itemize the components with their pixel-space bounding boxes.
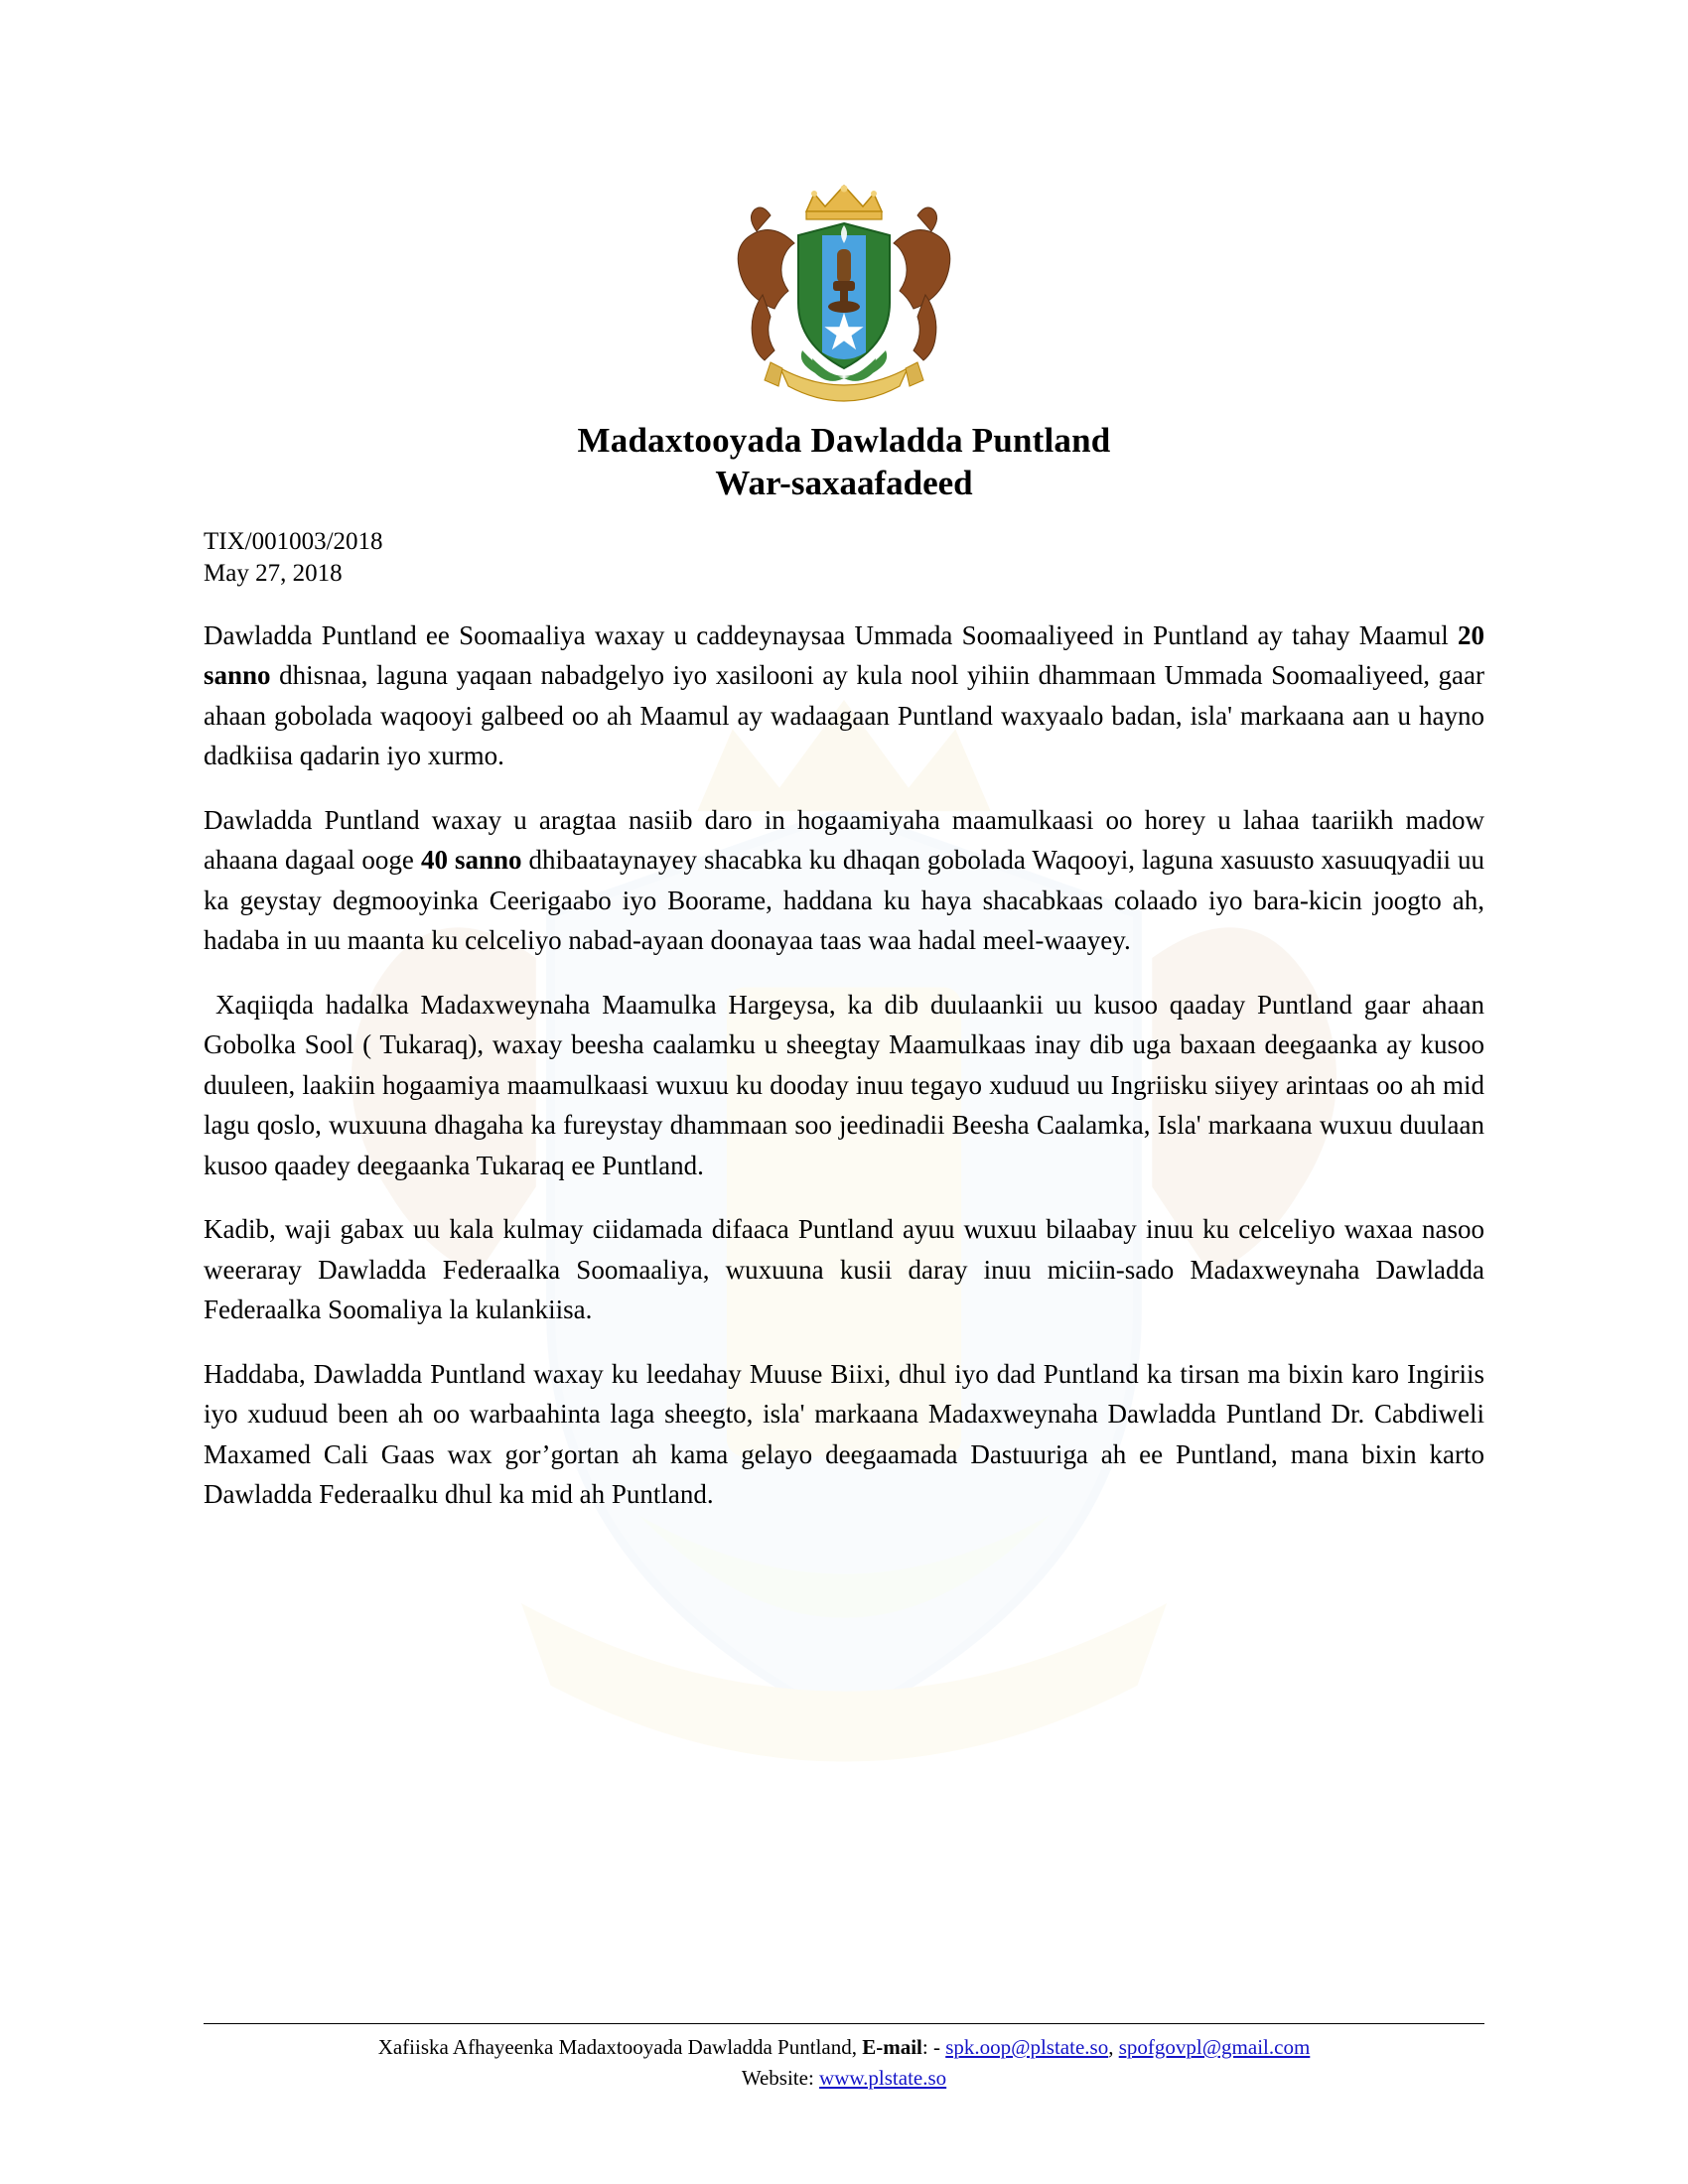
body-text-run: dhibaataynayey shacabka ku dhaqan gobolada Waqooyi, laguna xasuusto xasuuqyadii uu ka geystay degmooyinka Ceerigaabo iyo Boorame, haddana ku haya shacabkaas colaado iyo bara-kicin joogto ah, hadaba in uu maanta ku celceliyo nabad-ayaan doonayaa taas waa hadal meel-waayey. — [204, 845, 1484, 956]
footer-office-label: Xafiiska Afhayeenka Madaxtooyada Dawladda Puntland, — [377, 2035, 863, 2060]
body-text-run: Dawladda Puntland waxay u aragtaa nasiib daro in hogaamiyaha maamulkaasi oo horey u lahaa taariikh madow ahaana dagaal ooge — [204, 804, 1484, 876]
footer-email-link-2[interactable]: spofgovpl@gmail.com — [1118, 2035, 1311, 2060]
reference-block — [204, 526, 1484, 590]
footer-website-link[interactable]: www.plstate.so — [819, 2065, 947, 2090]
footer-website-label: Website: — [741, 2065, 820, 2090]
footer-email-separator: : - — [921, 2035, 946, 2060]
paragraph-p1 — [204, 615, 1484, 776]
footer-website-line — [204, 2063, 1484, 2093]
paragraph-p5 — [204, 1354, 1484, 1515]
footer-contact-line — [204, 2032, 1484, 2062]
body-text-run: Kadib, waji gabax uu kala kulmay ciidamada difaaca Puntland ayuu wuxuu bilaabay inuu ku celceliyo waxaa nasoo weeraray Dawladda Federaalka Soomaaliya, wuxuuna kusii daray inuu miciin-sado Madaxweynaha Dawladda Federaalka Soomaliya la kulankiisa. — [204, 1214, 1484, 1325]
footer-email-comma: , — [1108, 2035, 1119, 2060]
footer-email-label: E-mail — [862, 2035, 922, 2060]
body-text-run: Haddaba, Dawladda Puntland waxay ku leedahay Muuse Biixi, dhul iyo dad Puntland ka tirsan ma bixin karo Ingiriis iyo xuduud been ah oo warbaahinta laga sheegto, isla' markaana Madaxweynaha Dawladda Puntland Dr. Cabdiweli Maxamed Cali Gaas wax gor’gortan ah kama gelayo deegaamada Dastuuriga ah ee Puntland, mana bixin karto Dawladda Federaalku dhul ka mid ah Puntland. — [204, 1358, 1484, 1510]
page-subtitle: War-saxaafadeed — [715, 464, 973, 503]
paragraph-p4 — [204, 1209, 1484, 1330]
page-footer — [204, 2023, 1484, 2093]
body-text-run: Dawladda Puntland ee Soomaaliya waxay u caddeynaysaa Ummada Soomaaliyeed in Puntland ay tahay Maamul — [204, 619, 1458, 650]
footer-divider — [204, 2023, 1484, 2024]
paragraph-p2 — [204, 800, 1484, 961]
emphasis-text: 40 sanno — [420, 845, 522, 876]
coat-of-arms-wrapper — [204, 0, 1484, 402]
emphasis-text: 20 sanno — [204, 619, 1484, 691]
puntland-coat-of-arms-icon — [695, 184, 993, 402]
footer-email-link-1[interactable]: spk.oop@plstate.so — [945, 2035, 1109, 2060]
body-text-run: dhisnaa, laguna yaqaan nabadgelyo iyo xasilooni ay kula nool yihiin dhammaan Ummada Soomaaliyeed, gaar ahaan gobolada waqooyi galbeed oo ah Maamul ay wadaagaan Puntland waxyaalo badan, isla' markaana aan u hayno dadkiisa qadarin iyo xurmo. — [204, 660, 1484, 771]
paragraph-p3 — [204, 985, 1484, 1186]
reference-number: TIX/001003/2018 — [204, 527, 383, 555]
page-title: Madaxtooyada Dawladda Puntland — [577, 421, 1111, 460]
document-body — [204, 615, 1484, 1515]
document-date: May 27, 2018 — [204, 559, 343, 587]
body-text-run: Xaqiiqda hadalka Madaxweynaha Maamulka Hargeysa, ka dib duulaankii uu kusoo qaaday Puntland gaar ahaan Gobolka Sool ( Tukaraq), waxay beesha caalamku u sheegtay Maamulkaas inay dib uga baxaan deegaanka ay kusoo duuleen, laakiin hogaamiya maamulkaasi wuxuu ku dooday inuu tegayo xuduud uu Ingriisku siiyey arintaas oo ah mid lagu qoslo, wuxuuna dhagaha ka fureystay dhammaan soo jeedinadii Beesha Caalamka, Isla' markaana wuxuu duulaan kusoo qaadey deegaanka Tukaraq ee Puntland. — [204, 989, 1484, 1180]
